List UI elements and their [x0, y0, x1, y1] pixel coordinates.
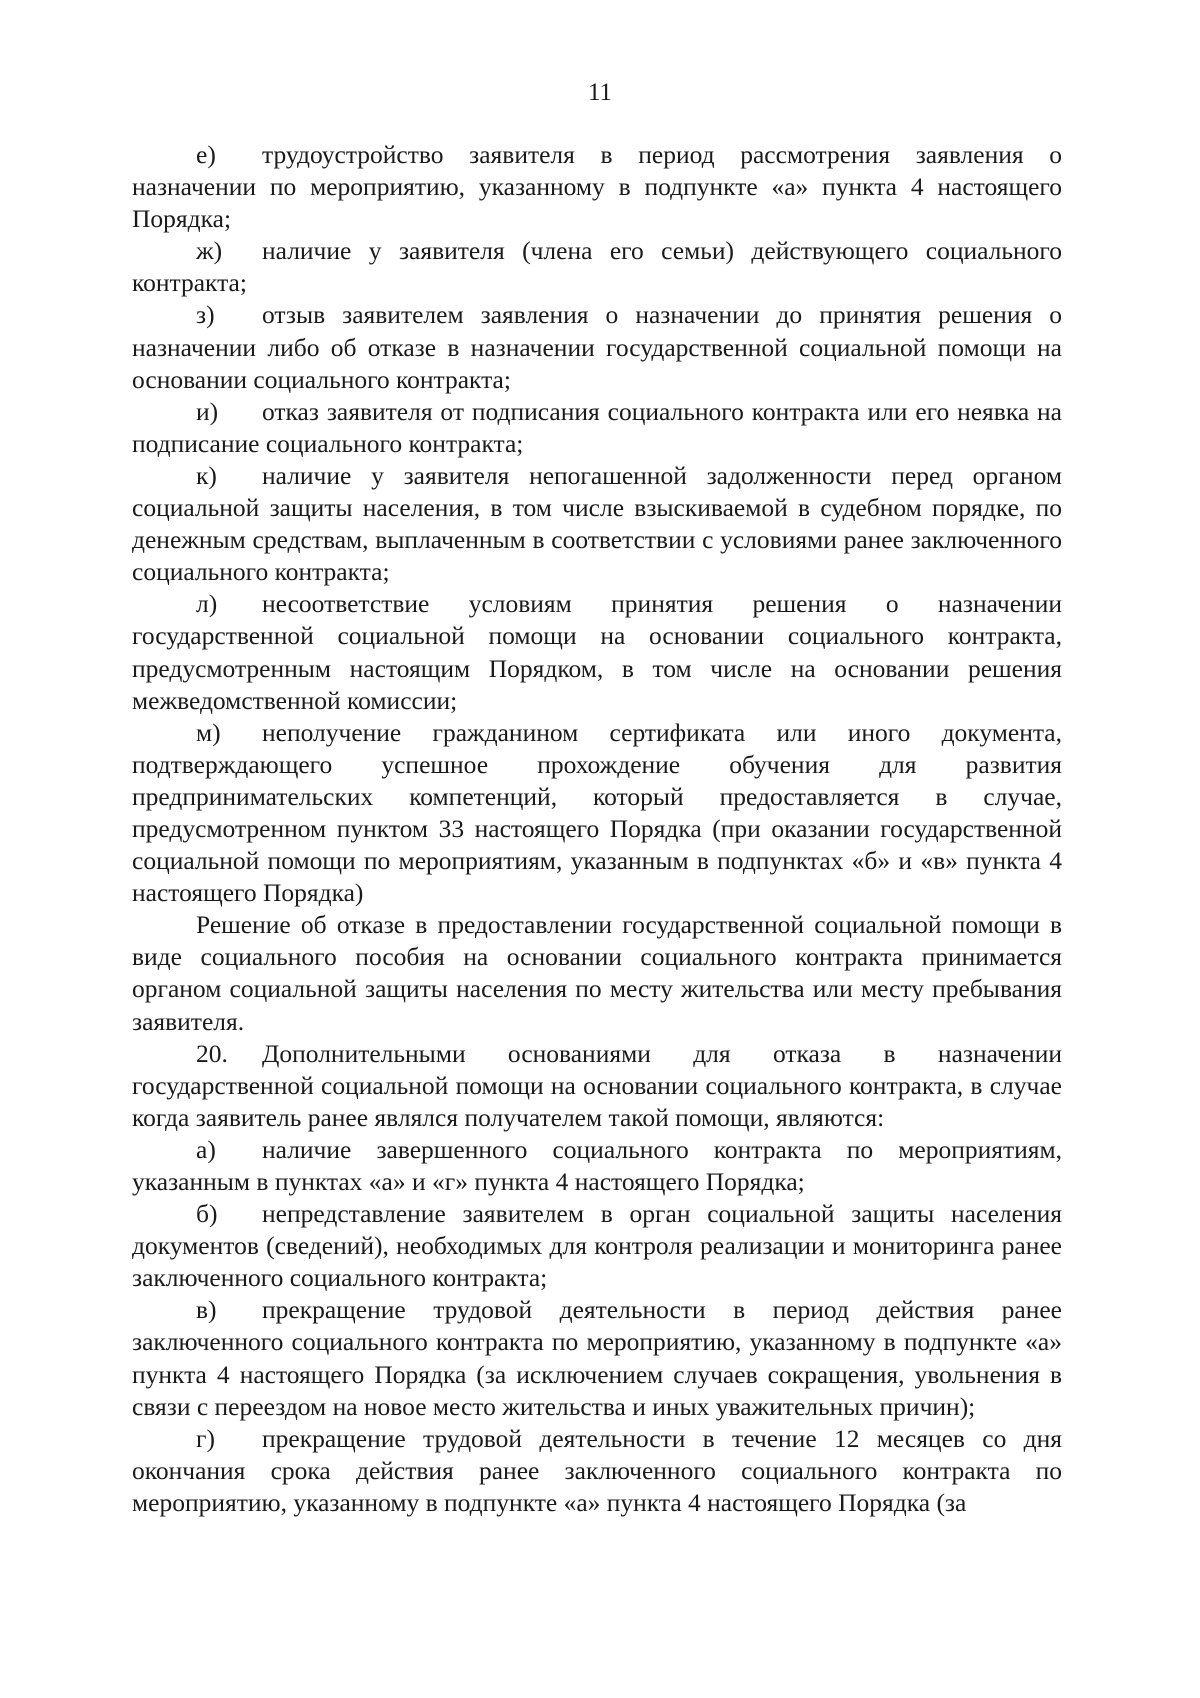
item-marker: е) — [196, 140, 216, 169]
paragraph-text: Решение об отказе в предоставлении государственной социальной помощи в виде социального пособия на основании социального контракта принимается органом социальной защиты населения по месту жительства или месту пребывания заявителя. — [132, 910, 1062, 1036]
item-marker: з) — [196, 300, 215, 330]
paragraph-zh — [132, 235, 1062, 299]
paragraph-g — [132, 1423, 1062, 1519]
item-marker: и) — [196, 396, 219, 426]
paragraph-text: наличие у заявителя непогашенной задолженности перед органом социальной защиты населения, в том числе взыскиваемой в судебном порядке, по денежным средствам, выплаченным в соответствии с условиями ранее заключенного социального контракта; — [132, 460, 1062, 587]
paragraph-m — [132, 717, 1062, 910]
paragraph-text: Дополнительными основаниями для отказа в назначении государственной социальной помощи на основании социального контракта, в случае когда заявитель ранее являлся получателем такой помощи, являются: — [132, 1038, 1062, 1132]
paragraph-text: непредставление заявителем в орган социальной защиты населения документов (сведений), необходимых для контроля реализации и мониторинга ранее заключенного социального контракта; — [132, 1199, 1062, 1293]
paragraph-text: прекращение трудовой деятельности в период действия ранее заключенного социального контракта по мероприятию, указанному в подпункте «а» пункта 4 настоящего Порядка (за исключением случаев сокращения, увольнения в связи с переездом на новое место жительства и иных уважительных причин); — [132, 1295, 1062, 1421]
paragraph-z — [132, 299, 1062, 395]
paragraph-e — [132, 139, 1062, 235]
paragraph-text: наличие завершенного социального контракта по мероприятиям, указанным в пунктах «а» и «г» пункта 4 настоящего Порядка; — [132, 1134, 1062, 1196]
paragraph-l — [132, 588, 1062, 716]
paragraph-i — [132, 396, 1062, 460]
paragraph-b — [132, 1198, 1062, 1294]
paragraph-text: неполучение гражданином сертификата или иного документа, подтверждающего успешное прохождение обучения для развития предпринимательских компетенций, который предоставляется в случае, предусмотренном пунктом 33 настоящего Порядка (при оказании государственной социальной помощи по мероприятиям, указанным в подпунктах «б» и «в» пункта 4 настоящего Порядка) — [132, 717, 1062, 908]
paragraph-decision — [132, 909, 1062, 1037]
paragraph-k — [132, 460, 1062, 588]
paragraph-v — [132, 1294, 1062, 1422]
item-marker: к) — [196, 460, 217, 490]
paragraph-text: отказ заявителя от подписания социального контракта или его неявка на подписание социального контракта; — [132, 396, 1062, 458]
paragraph-text: несоответствие условиям принятия решения о назначении государственной социальной помощи на основании социального контракта, предусмотренным настоящим Порядком, в том числе на основании решения межведомственной комиссии; — [132, 589, 1062, 715]
item-marker: а) — [196, 1134, 216, 1164]
item-marker: 20. — [196, 1038, 228, 1068]
item-marker: л) — [196, 589, 218, 619]
page-number: 11 — [587, 79, 613, 106]
paragraph-text: прекращение трудовой деятельности в течение 12 месяцев со дня окончания срока действия ранее заключенного социального контракта по мероприятию, указанному в подпункте «а» пункта 4 настоящего Порядка (за — [132, 1423, 1062, 1517]
document-body — [132, 139, 1062, 1519]
paragraph-text: наличие у заявителя (члена его семьи) действующего социального контракта; — [132, 236, 1062, 298]
item-marker: в) — [196, 1295, 217, 1325]
item-marker: м) — [196, 717, 221, 747]
paragraph-20 — [132, 1038, 1062, 1134]
paragraph-text: отзыв заявителем заявления о назначении до принятия решения о назначении либо об отказе в назначении государственной социальной помощи на основании социального контракта; — [132, 300, 1062, 394]
paragraph-a — [132, 1134, 1062, 1198]
item-marker: ж) — [196, 236, 223, 266]
item-marker: б) — [196, 1199, 218, 1229]
item-marker: г) — [196, 1423, 215, 1453]
paragraph-text: трудоустройство заявителя в период рассмотрения заявления о назначении по мероприятию, указанному в подпункте «а» пункта 4 настоящего Порядка; — [132, 140, 1062, 234]
